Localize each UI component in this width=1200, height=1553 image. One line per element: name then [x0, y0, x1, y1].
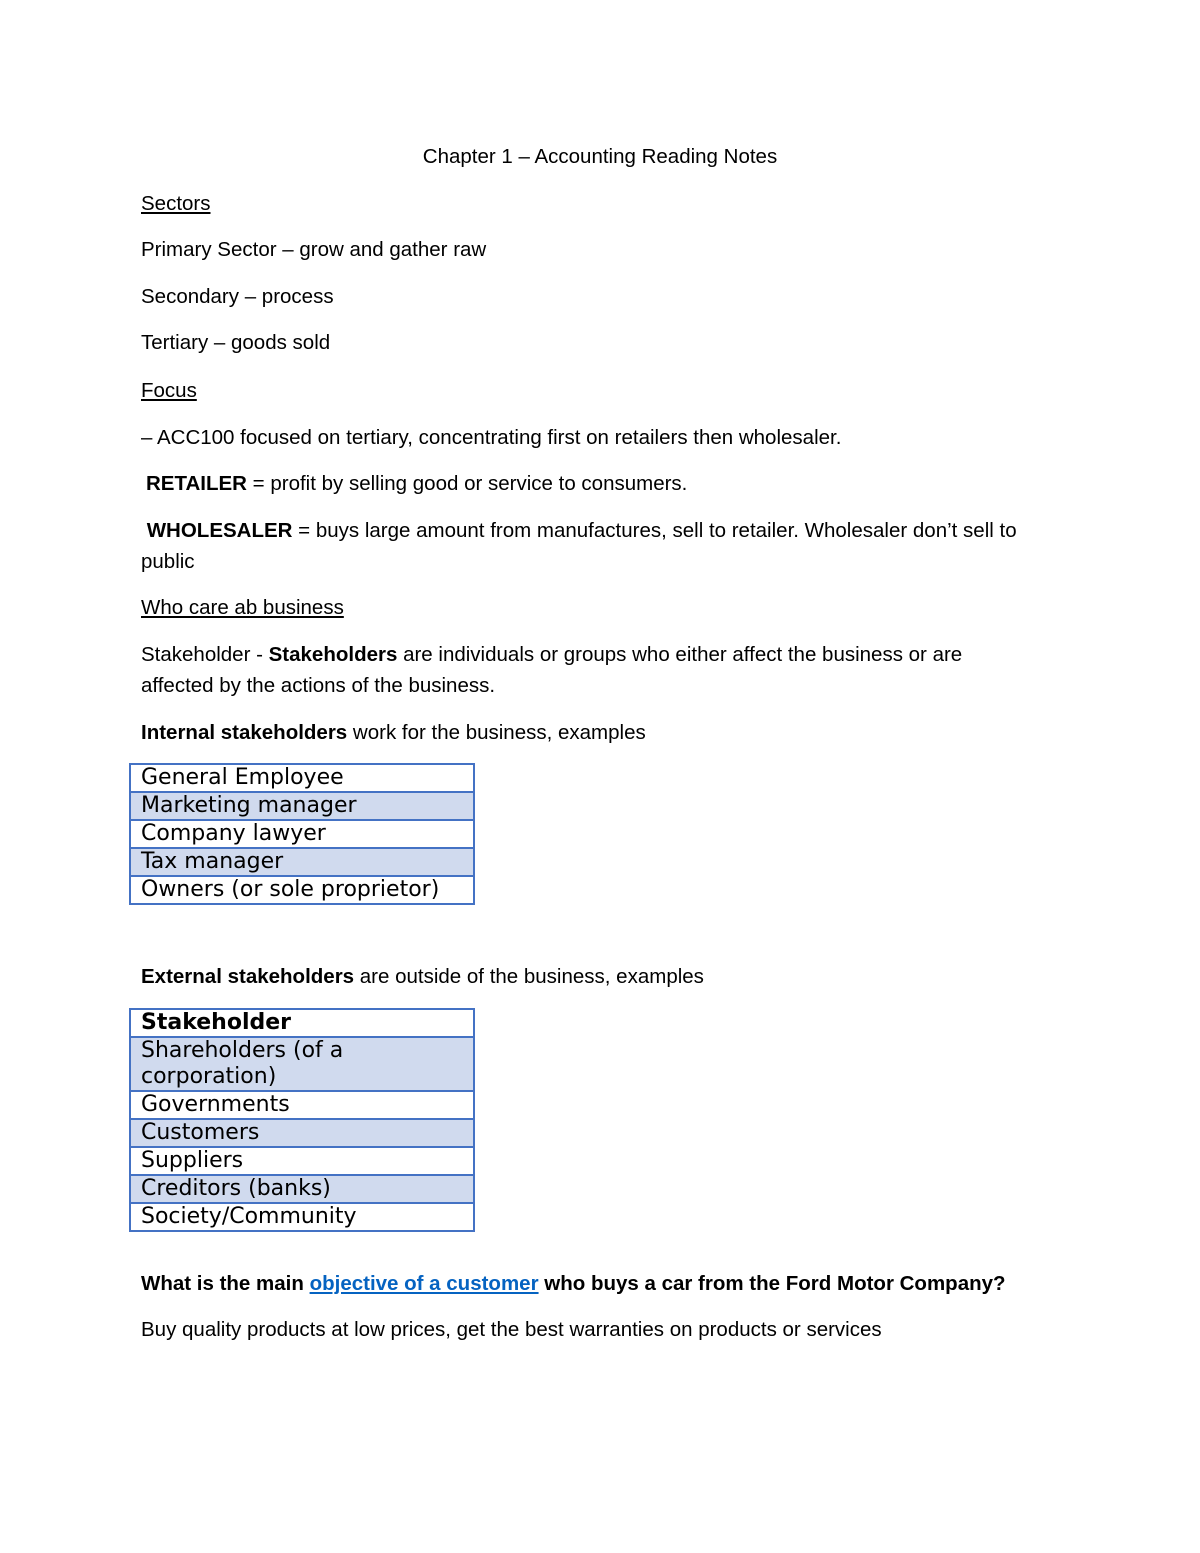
retailer-def-text: = profit by selling good or service to consumers. [246, 472, 688, 495]
internal-term: Internal stakeholders [141, 721, 348, 744]
table-cell: General Employee [130, 764, 474, 792]
table-cell: Owners (or sole proprietor) [130, 876, 474, 904]
table-cell: Suppliers [130, 1147, 474, 1175]
table-row [130, 1203, 474, 1231]
wholesaler-definition [141, 515, 1061, 577]
table-row [130, 1147, 474, 1175]
wholesaler-def-text: = buys large amount from manufactures, sell to retailer. Wholesaler don’t sell to public [141, 519, 1017, 573]
table-row [130, 764, 474, 792]
table-header-cell: Stakeholder [130, 1009, 474, 1037]
primary-sector-line: Primary Sector – grow and gather raw [141, 238, 487, 261]
table-row [130, 876, 474, 904]
wholesaler-term: WHOLESALER [146, 519, 293, 542]
question-line [141, 1268, 1006, 1299]
table-cell: Marketing manager [130, 792, 474, 820]
page-title: Chapter 1 – Accounting Reading Notes [422, 145, 778, 168]
stakeholder-def-text: are individuals or groups who either affect the business or are affected by the actions of the business. [141, 643, 963, 697]
stakeholder-definition [141, 639, 1021, 701]
stakeholder-term: Stakeholders [268, 643, 398, 666]
tertiary-sector-line: Tertiary – goods sold [141, 331, 331, 354]
table-row [130, 848, 474, 876]
table-cell: Governments [130, 1091, 474, 1119]
external-term: External stakeholders [141, 965, 355, 988]
internal-stakeholders-table [129, 763, 475, 905]
internal-stakeholders-intro [141, 717, 646, 748]
stakeholder-prefix: Stakeholder - [141, 643, 269, 666]
table-row [130, 1119, 474, 1147]
table-row [130, 1091, 474, 1119]
focus-line: – ACC100 focused on tertiary, concentrating first on retailers then wholesaler. [141, 426, 842, 449]
table-header-row [130, 1009, 474, 1037]
table-row [130, 1175, 474, 1203]
who-cares-heading: Who care ab business [141, 596, 344, 619]
table-row [130, 1037, 474, 1091]
table-cell: Creditors (banks) [130, 1175, 474, 1203]
question-after: who buys a car from the Ford Motor Company? [538, 1272, 1006, 1295]
answer-line: Buy quality products at low prices, get the best warranties on products or services [141, 1318, 882, 1341]
table-cell: Company lawyer [130, 820, 474, 848]
external-stakeholders-table [129, 1008, 475, 1232]
table-row [130, 792, 474, 820]
table-cell: Shareholders (of a corporation) [130, 1037, 474, 1091]
table-cell: Society/Community [130, 1203, 474, 1231]
internal-rest: work for the business, examples [347, 721, 646, 744]
secondary-sector-line: Secondary – process [141, 285, 334, 308]
question-before: What is the main [141, 1272, 310, 1295]
table-row [130, 820, 474, 848]
table-cell: Customers [130, 1119, 474, 1147]
sectors-heading: Sectors [141, 192, 211, 215]
external-rest: are outside of the business, examples [354, 965, 704, 988]
table-cell: Tax manager [130, 848, 474, 876]
objective-link[interactable]: objective of a customer [309, 1272, 539, 1295]
retailer-definition [146, 468, 687, 499]
external-stakeholders-intro [141, 961, 704, 992]
focus-heading: Focus [141, 379, 197, 402]
retailer-term: RETAILER [146, 472, 247, 495]
